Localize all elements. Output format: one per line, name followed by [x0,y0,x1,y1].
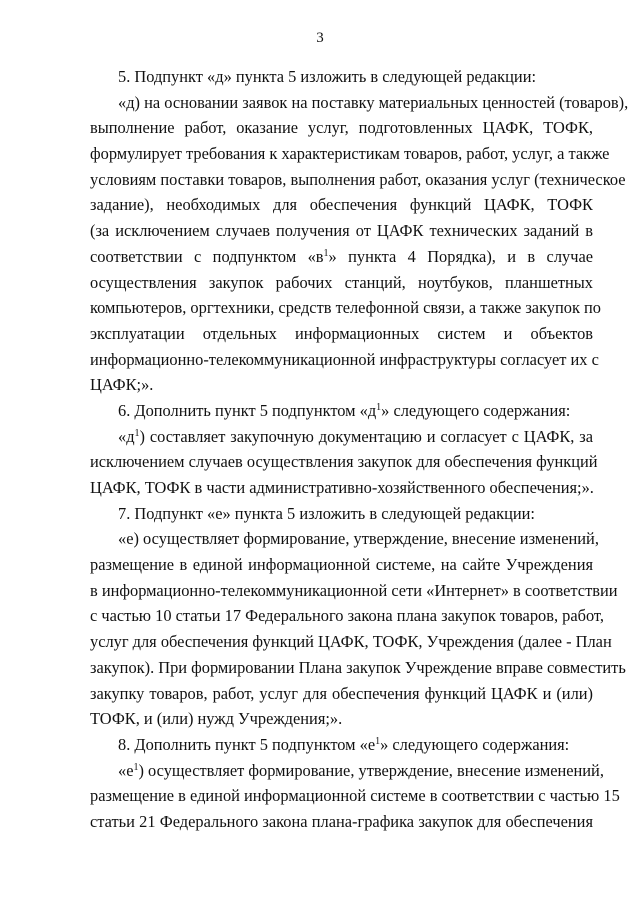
text-line [90,167,626,193]
text-line [90,64,593,90]
text-run: » следующего содержания: [380,734,570,754]
text-line [90,424,593,450]
superscript: 1 [133,761,139,773]
text-run: компьютеров, оргтехники, средств телефонной связи, а также закупок по [90,298,601,318]
text-run: осуществления закупок рабочих станций, ноутбуков, планшетных [90,272,593,292]
text-run: «д) на основании заявок на поставку материальных ценностей (товаров), [118,92,629,112]
text-run: выполнение работ, оказание услуг, подготовленных ЦАФК, ТОФК, [90,118,593,138]
text-run: услуг для обеспечения функций ЦАФК, ТОФК, Учреждения (далее - План [90,632,612,652]
text-run: условиям поставки товаров, выполнения работ, оказания услуг (техническое [90,169,626,189]
text-line [90,501,593,527]
text-line [90,449,598,475]
text-run: «е) осуществляет формирование, утверждение, внесение изменений, [118,529,599,549]
text-run: ЦАФК, ТОФК в части административно-хозяйственного обеспечения;». [90,478,594,497]
text-run: 7. Подпункт «е» пункта 5 изложить в следующей редакции: [118,503,535,523]
text-line [90,270,593,296]
text-run: размещение в единой информационной системе в соответствии с частью 15 [90,786,620,806]
text-line [90,655,626,681]
text-run: исключением случаев осуществления закупок для обеспечения функций [90,452,598,472]
text-line [90,398,593,424]
text-run: эксплуатации отдельных информационных систем и объектов [90,323,593,343]
text-line [90,552,593,578]
text-run: в информационно-телекоммуникационной сети «Интернет» в соответствии [90,580,618,600]
text-line [90,192,593,218]
superscript: 1 [134,427,140,439]
text-line [90,758,604,784]
text-line [90,372,593,398]
text-run: с частью 10 статьи 17 Федерального закона плана закупок товаров, работ, [90,606,604,626]
text-line [90,706,593,732]
text-run: информационно-телекоммуникационной инфраструктуры согласует их с [90,349,599,369]
text-run: 6. Дополнить пункт 5 подпунктом «д [118,400,377,420]
text-line [90,218,593,244]
text-line [90,629,612,655]
text-line [90,732,593,758]
text-run: размещение в единой информационной системе, на сайте Учреждения [90,555,593,575]
text-run: задание), необходимых для обеспечения функций ЦАФК, ТОФК [90,195,593,215]
document-body [90,64,629,835]
text-run: соответствии с подпунктом «в [90,246,324,266]
text-line [90,681,593,707]
paragraph-p7 [90,501,593,527]
paragraph-p8-body [90,758,620,835]
text-line [90,578,618,604]
text-run: » пункта 4 Порядка), и в случае [328,246,593,266]
superscript: 1 [376,401,382,413]
superscript: 1 [323,247,329,259]
text-line [90,603,604,629]
paragraph-p5 [90,64,593,90]
text-line [90,141,610,167]
text-run: ЦАФК;». [90,375,154,395]
text-run: «д [118,426,135,446]
text-line [90,295,601,321]
paragraph-p7-body [90,526,626,732]
paragraph-p6 [90,398,593,424]
text-line [90,244,593,270]
text-line [90,90,629,116]
text-run: «е [118,760,134,780]
text-run: 5. Подпункт «д» пункта 5 изложить в следующей редакции: [118,67,537,86]
text-run: ТОФК, и (или) нужд Учреждения;». [90,709,343,729]
text-line [90,809,593,835]
text-line [90,475,593,501]
text-line [90,526,599,552]
text-run: закупок). При формировании Плана закупок Учреждение вправе совместить [90,657,626,677]
text-run: ) составляет закупочную документацию и согласует с ЦАФК, за [139,426,593,446]
text-run: закупку товаров, работ, услуг для обеспечения функций ЦАФК и (или) [90,683,593,703]
paragraph-p6-body [90,424,598,501]
text-line [90,783,620,809]
superscript: 1 [375,735,381,747]
text-run: » следующего содержания: [381,400,571,420]
text-run: статьи 21 Федерального закона плана-графика закупок для обеспечения [90,811,593,831]
paragraph-p8 [90,732,593,758]
text-run: 8. Дополнить пункт 5 подпунктом «е [118,734,376,754]
text-line [90,321,593,347]
text-run: ) осуществляет формирование, утверждение, внесение изменений, [138,760,604,780]
page-number: 3 [316,30,324,46]
paragraph-p5-body [90,90,629,398]
text-run: формулирует требования к характеристикам товаров, работ, услуг, а также [90,144,610,164]
text-run: (за исключением случаев получения от ЦАФК технических заданий в [90,221,593,241]
text-line [90,347,599,373]
text-line [90,115,593,141]
